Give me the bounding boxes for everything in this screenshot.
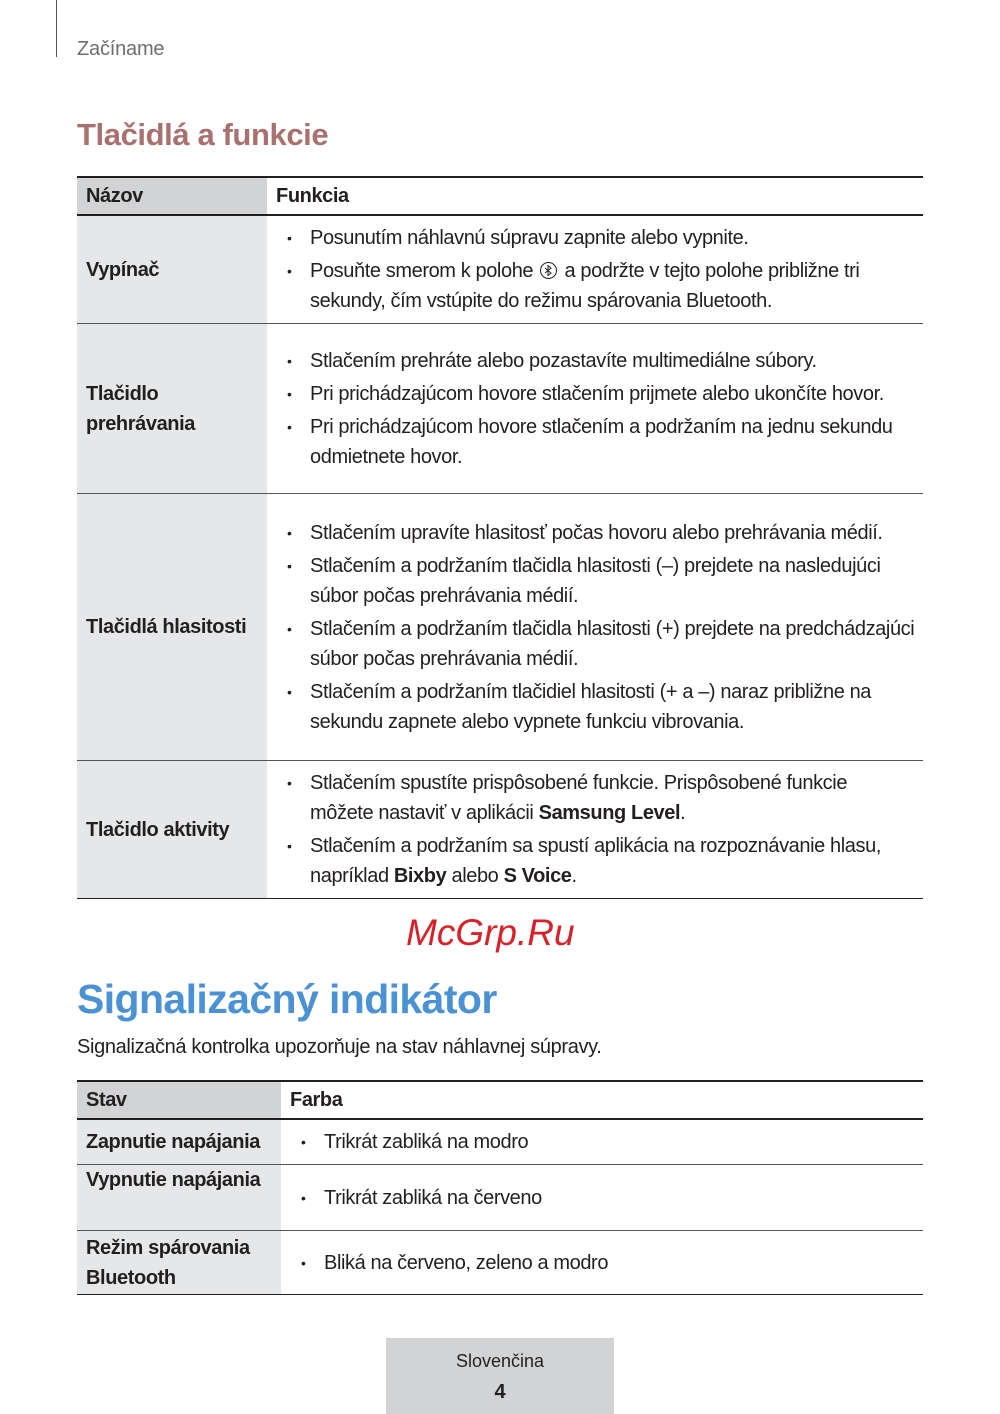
row-description — [281, 1165, 923, 1231]
bullet-list — [287, 518, 915, 737]
text-segment: a podržte v tejto polohe približne tri sekundy, čím vstúpite do režimu spárovania Bluetooth. — [310, 260, 860, 312]
list-item — [301, 1127, 915, 1157]
page-number: 4 — [494, 1381, 506, 1403]
row-name-line: Režim spárovania — [86, 1236, 250, 1259]
row-name — [77, 761, 267, 899]
text-segment: . — [571, 865, 577, 887]
buttons-table — [77, 176, 923, 899]
row-description — [267, 324, 923, 494]
bluetooth-icon — [540, 262, 557, 279]
table-row — [77, 494, 923, 761]
indicator-heading: Signalizačný indikátor — [77, 976, 497, 1022]
list-item — [287, 768, 915, 828]
text-segment: Pri prichádzajúcom hovore stlačením prijmete alebo ukončíte hovor. — [310, 382, 884, 405]
bullet-list — [287, 346, 915, 472]
text-segment: Trikrát zabliká na červeno — [324, 1186, 542, 1209]
list-item — [287, 551, 915, 611]
bullet-list — [301, 1183, 915, 1213]
row-name — [77, 324, 267, 494]
row-name — [77, 215, 267, 324]
bold-term: Samsung Level — [538, 802, 681, 824]
row-name — [77, 494, 267, 761]
list-item — [287, 379, 915, 409]
column-header-function: Funkcia — [267, 177, 923, 215]
bullet-list — [301, 1248, 915, 1278]
row-name-line: prehrávania — [86, 412, 195, 435]
list-item — [287, 831, 915, 891]
row-name — [77, 1231, 281, 1295]
buttons-heading: Tlačidlá a funkcie — [77, 117, 329, 152]
list-item — [301, 1248, 915, 1278]
text-segment: Stlačením prehráte alebo pozastavíte multimediálne súbory. — [310, 349, 817, 372]
page-content — [77, 116, 923, 1295]
text-segment: . — [680, 802, 686, 824]
text-segment: Stlačením a podržaním sa spustí aplikácia na rozpoznávanie hlasu, napríklad — [310, 835, 882, 887]
footer-language: Slovenčina — [455, 1351, 545, 1371]
text-segment: Stlačením upravíte hlasitosť počas hovoru alebo prehrávania médií. — [310, 521, 883, 544]
list-item — [287, 346, 915, 376]
text-segment: Stlačením a podržaním tlačidiel hlasitosti (+ a –) naraz približne na sekundu zapnete alebo vypnete funkciu vibrovania. — [310, 680, 872, 733]
row-name-line: Vypínač — [86, 258, 160, 281]
row-description — [267, 761, 923, 899]
row-name-line: Zapnutie napájania — [86, 1131, 260, 1153]
text-segment: Stlačením spustíte prispôsobené funkcie. Prispôsobené funkcie môžete nastaviť v aplikácii — [310, 772, 848, 824]
indicator-table — [77, 1080, 923, 1295]
row-description — [281, 1119, 923, 1165]
row-name-line: Vypnutie napájania — [86, 1169, 261, 1191]
bold-term: S Voice — [503, 865, 572, 887]
indicator-intro: Signalizačná kontrolka upozorňuje na stav náhlavnej súpravy. — [77, 1036, 602, 1058]
row-name-line: Tlačidlo aktivity — [86, 818, 230, 841]
column-header-state: Stav — [77, 1081, 281, 1119]
page-footer — [386, 1338, 614, 1414]
row-description — [281, 1231, 923, 1295]
table-row — [77, 761, 923, 899]
table-row — [77, 324, 923, 494]
list-item — [287, 412, 915, 472]
bold-term: Bixby — [393, 865, 447, 887]
table-row — [77, 1231, 923, 1295]
table-row — [77, 215, 923, 324]
text-segment: Bliká na červeno, zeleno a modro — [324, 1251, 609, 1274]
row-description — [267, 494, 923, 761]
list-item — [287, 677, 915, 737]
bullet-list — [301, 1127, 915, 1157]
text-segment: Posuňte smerom k polohe — [310, 260, 539, 282]
row-name-line: Bluetooth — [86, 1266, 176, 1289]
row-name — [77, 1119, 281, 1165]
list-item — [287, 614, 915, 674]
row-name-line: Tlačidlo — [86, 382, 159, 405]
watermark: McGrp.Ru — [406, 912, 575, 953]
column-header-color: Farba — [281, 1081, 923, 1119]
row-description — [267, 215, 923, 324]
section-gap — [77, 899, 923, 974]
table-row — [77, 1119, 923, 1165]
table-row — [77, 1165, 923, 1231]
bullet-list — [287, 223, 915, 316]
row-name — [77, 1165, 281, 1231]
column-header-name: Názov — [77, 177, 267, 215]
section-label: Začíname — [77, 38, 165, 60]
list-item — [301, 1183, 915, 1213]
text-segment: Stlačením a podržaním tlačidla hlasitosti (+) prejdete na predchádzajúci súbor počas prehrávania médií. — [310, 617, 915, 670]
text-segment: Pri prichádzajúcom hovore stlačením a podržaním na jednu sekundu odmietnete hovor. — [310, 415, 893, 468]
text-segment: Trikrát zabliká na modro — [324, 1131, 529, 1153]
bullet-list — [287, 768, 915, 891]
list-item — [287, 518, 915, 548]
row-name-line: Tlačidlá hlasitosti — [86, 616, 247, 638]
list-item — [287, 223, 915, 253]
list-item — [287, 256, 915, 316]
text-segment: Stlačením a podržaním tlačidla hlasitosti (–) prejdete na nasledujúci súbor počas prehrávania médií. — [310, 554, 881, 607]
text-segment: alebo — [446, 865, 504, 887]
margin-rule — [56, 0, 57, 57]
text-segment: Posunutím náhlavnú súpravu zapnite alebo vypnite. — [310, 227, 749, 249]
